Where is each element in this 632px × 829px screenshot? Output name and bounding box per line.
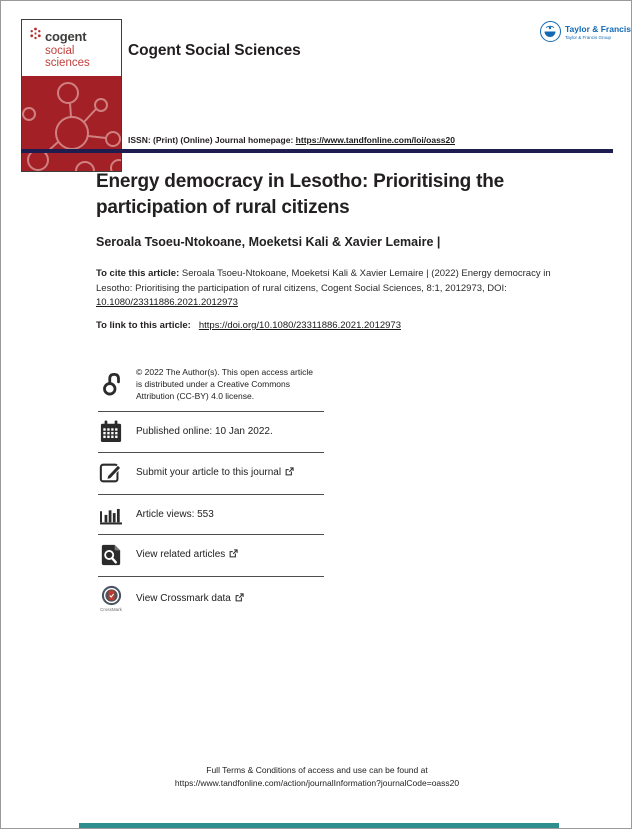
article-authors: Seroala Tsoeu-Ntokoane, Moeketsi Kali & Xavier Lemaire |	[96, 235, 441, 249]
external-link-icon	[229, 549, 238, 562]
cite-doi-link[interactable]: 10.1080/23311886.2021.2012973	[96, 297, 238, 308]
crossmark-caption: CrossMark	[100, 607, 122, 612]
bottom-teal-bar	[79, 823, 559, 829]
submit-row[interactable]	[98, 453, 324, 495]
cogent-asterisk-icon	[29, 27, 42, 45]
submit-text: Submit your article to this journal	[136, 466, 294, 480]
link-paragraph	[96, 320, 401, 331]
crossmark-icon	[98, 585, 124, 613]
calendar-icon	[98, 420, 124, 443]
journal-homepage-link[interactable]: https://www.tandfonline.com/loi/oass20	[295, 135, 455, 145]
cogent-wordmark: cogent	[45, 28, 87, 44]
taylor-francis-globe-icon	[540, 21, 561, 42]
crossmark-text: View Crossmark data	[136, 592, 244, 606]
cover-logo-top	[22, 20, 121, 76]
footer-url: https://www.tandfonline.com/action/journalInformation?journalCode=oass20	[174, 778, 460, 788]
article-title: Energy democracy in Lesotho: Prioritising the participation of rural citizens	[96, 171, 505, 218]
info-list	[98, 358, 324, 622]
open-access-text: © 2022 The Author(s). This open access article is distributed under a Creative Commons Attribution (CC-BY) 4.0 license.	[136, 367, 313, 401]
header-rule	[21, 149, 613, 153]
journal-cover-art	[22, 76, 121, 171]
cite-label: To cite this article:	[96, 268, 180, 279]
article-doi-link[interactable]: https://doi.org/10.1080/23311886.2021.2012973	[198, 320, 401, 331]
publisher-name: Taylor & Francis	[565, 24, 631, 34]
citation-paragraph	[96, 267, 551, 311]
cover-logo-subtitle-1: social	[45, 45, 75, 57]
issn-label: ISSN: (Print) (Online) Journal homepage:	[128, 135, 294, 145]
article-views-text: Article views: 553	[136, 508, 214, 520]
link-label: To link to this article:	[96, 320, 191, 331]
submit-icon	[98, 461, 124, 485]
journal-title: Cogent Social Sciences	[128, 42, 301, 59]
external-link-icon	[285, 467, 294, 480]
footer-terms-line: Full Terms & Conditions of access and use can be found at	[206, 765, 428, 775]
cite-body: Seroala Tsoeu-Ntokoane, Moeketsi Kali & Xavier Lemaire | (2022) Energy democracy in Lesotho: Prioritising the participation of rural citizens, Cogent Social Sciences, 8:1, 2012973, DOI:	[96, 268, 551, 294]
publisher-group: Taylor & Francis Group	[565, 35, 612, 40]
open-access-row	[98, 358, 324, 412]
crossmark-row[interactable]	[98, 577, 324, 622]
cover-logo-subtitle-2: sciences	[45, 57, 90, 69]
bar-chart-icon	[98, 503, 124, 525]
issn-line	[128, 135, 455, 145]
external-link-icon	[235, 593, 244, 606]
related-articles-text: View related articles	[136, 548, 238, 562]
footer-terms	[1, 764, 632, 790]
published-online-text: Published online: 10 Jan 2022.	[136, 426, 273, 437]
related-articles-icon	[98, 543, 124, 567]
published-row	[98, 412, 324, 453]
related-row[interactable]	[98, 535, 324, 577]
views-row	[98, 495, 324, 535]
taylor-francis-logo	[540, 21, 631, 42]
open-access-icon	[98, 371, 124, 397]
